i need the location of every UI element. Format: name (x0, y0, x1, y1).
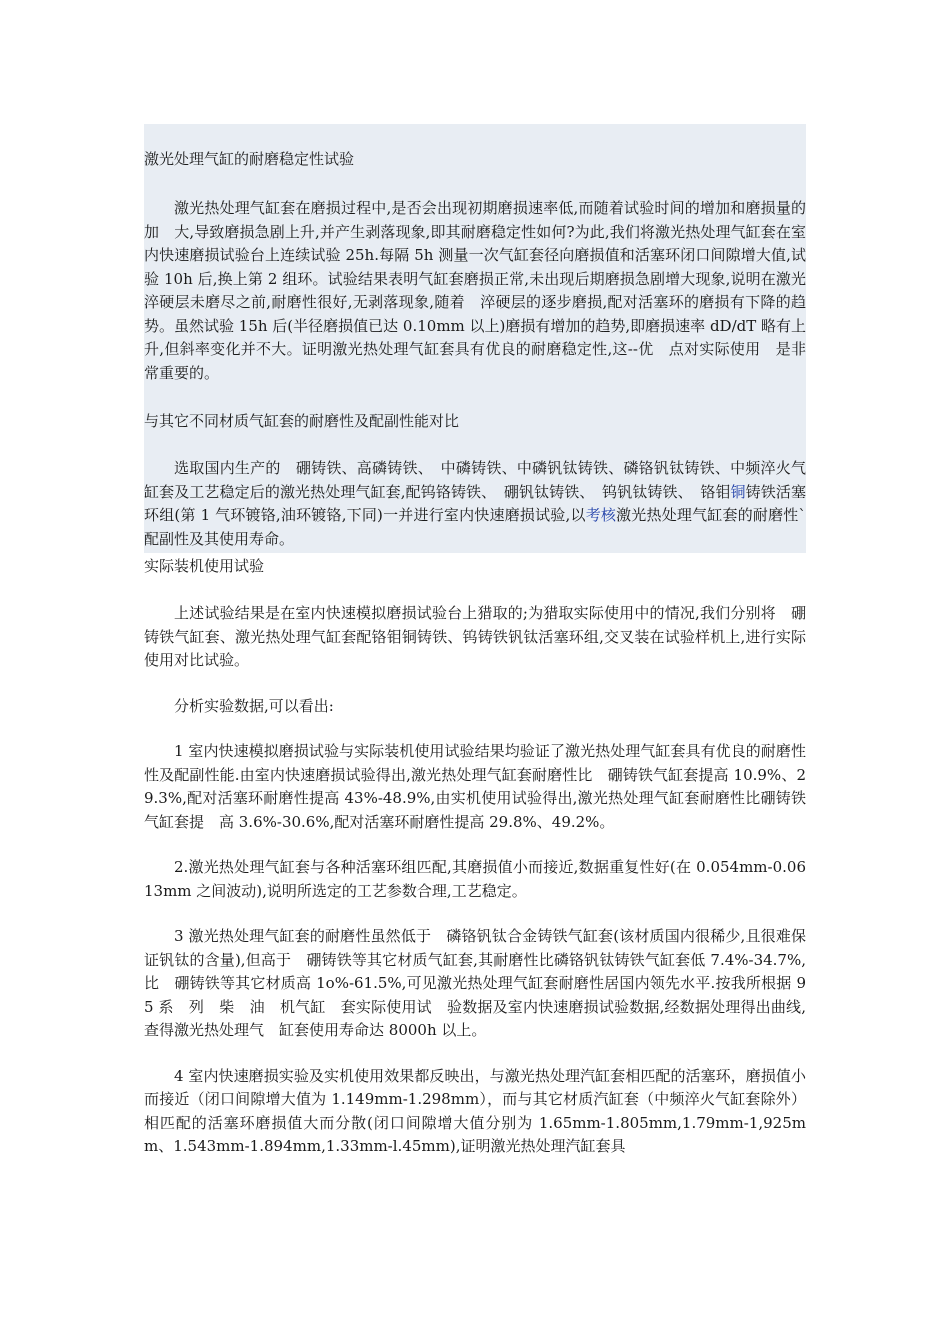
paragraph-finding-2: 2.激光热处理气缸套与各种活塞环组匹配,其磨损值小而接近,数据重复性好(在 0.054mm-0.0613mm 之间波动),说明所选定的工艺参数合理,工艺稳定。 (144, 858, 806, 900)
paragraph-finding-3: 3 激光热处理气缸套的耐磨性虽然低于 磷铬钒钛合金铸铁气缸套(该材质国内很稀少,且很难保证钒钛的含量),但高于 硼铸铁等其它材质气缸套,其耐磨性比磷铬钒钛铸铁气缸套低 7.4%-34.7%,比 硼铸铁等其它材质高 1o%-61.5%,可见激光热处理气缸套耐磨性居国内领先水平.按我所根据 95 系 列 柴 油 机气缸 套实际使用试 验数据及室内快速磨损试验数据,经数据处理得出曲线,查得激光热处理气 缸套使用寿命达 8000h 以上。 (144, 927, 806, 1039)
link-copper[interactable]: 铜 (730, 482, 746, 501)
link-assessment[interactable]: 考核 (585, 506, 617, 524)
paragraph-analysis-intro: 分析实验数据,可以看出: (174, 696, 334, 715)
section-title-machine-test: 实际装机使用试验 (144, 557, 265, 575)
comparison-text-part3: 激光热处理气缸套的耐磨性`配副性及其使用寿命。 (144, 506, 806, 548)
paragraph-machine-test: 上述试验结果是在室内快速模拟磨损试验台上猎取的;为猎取实际使用中的情况,我们分别将 硼铸铁气缸套、激光热处理气缸套配铬钼铜铸铁、钨铸铁钒钛活塞环组,交叉装在试验样机上,进行实际使用对比试验。 (144, 604, 806, 669)
paragraph-finding-1: 1 室内快速模拟磨损试验与实际装机使用试验结果均验证了激光热处理气缸套具有优良的耐磨性性及配副性能.由室内快速磨损试验得出,激光热处理气缸套耐磨性比 硼铸铁气缸套提高 10.9%、29.3%,配对活塞环耐磨性提高 43%-48.9%,由实机使用试验得出,激光热处理气缸套耐磨性比硼铸铁气缸套提 高 3.6%-30.6%,配对活塞环耐磨性提高 29.8%、49.2%。 (144, 742, 806, 831)
comparison-text-part1: 选取国内生产的 硼铸铁、高磷铸铁、 中磷铸铁、中磷钒钛铸铁、磷铬钒钛铸铁、中频淬火气缸套及工艺稳定后的激光热处理气缸套,配钨铬铸铁、 硼钒钛铸铁、 钨钒钛铸铁、 铬钼 (144, 459, 806, 501)
section-title-wear-stability: 激光处理气缸的耐磨稳定性试验 (144, 150, 355, 168)
section-title-material-comparison: 与其它不同材质气缸套的耐磨性及配副性能对比 (144, 412, 460, 430)
document-body (144, 124, 822, 1159)
paragraph-material-comparison (144, 457, 806, 551)
paragraph-wear-stability: 激光热处理气缸套在磨损过程中,是否会出现初期磨损速率低,而随着试验时间的增加和磨损量的加 大,导致磨损急剧上升,并产生剥落现象,即其耐磨稳定性如何?为此,我们将激光热处理气缸套在室内快速磨损试验台上连续试验 25h.每隔 5h 测量一次气缸套径向磨损值和活塞环闭口间隙增大值,试验 10h 后,换上第 2 组环。试验结果表明气缸套磨损正常,未出现后期磨损急剧增大现象,说明在激光 淬硬层未磨尽之前,耐磨性很好,无剥落现象,随着 淬硬层的逐步磨损,配对活塞环的磨损有下降的趋势。虽然试验 15h 后(半径磨损值已达 0.10mm 以上)磨损有增加的趋势,即磨损速率 dD/dT 略有上升,但斜率变化并不大。证明激光热处理气缸套具有优良的耐磨稳定性,这--优 点对实际使用 是非常重要的。 (144, 199, 822, 382)
paragraph-finding-4: 4 室内快速磨损实验及实机使用效果都反映出，与激光热处理汽缸套相匹配的活塞环，磨损值小而接近（闭口间隙增大值为 1.149mm-1.298mm），而与其它材质汽缸套（中频淬火气缸套除外）相匹配的活塞环磨损值大而分散(闭口间隙增大值分别为 1.65mm-1.805mm,1.79mm-1,925mm、1.543mm-1.894mm,1.33mm-l.45mm),证明激光热处理汽缸套具 (144, 1066, 806, 1155)
comparison-text-part2: 铸铁活塞环组(第 1 气环镀铬,油环镀铬,下同)一并进行室内快速磨损试验,以 (144, 482, 806, 524)
highlighted-block (144, 124, 822, 553)
